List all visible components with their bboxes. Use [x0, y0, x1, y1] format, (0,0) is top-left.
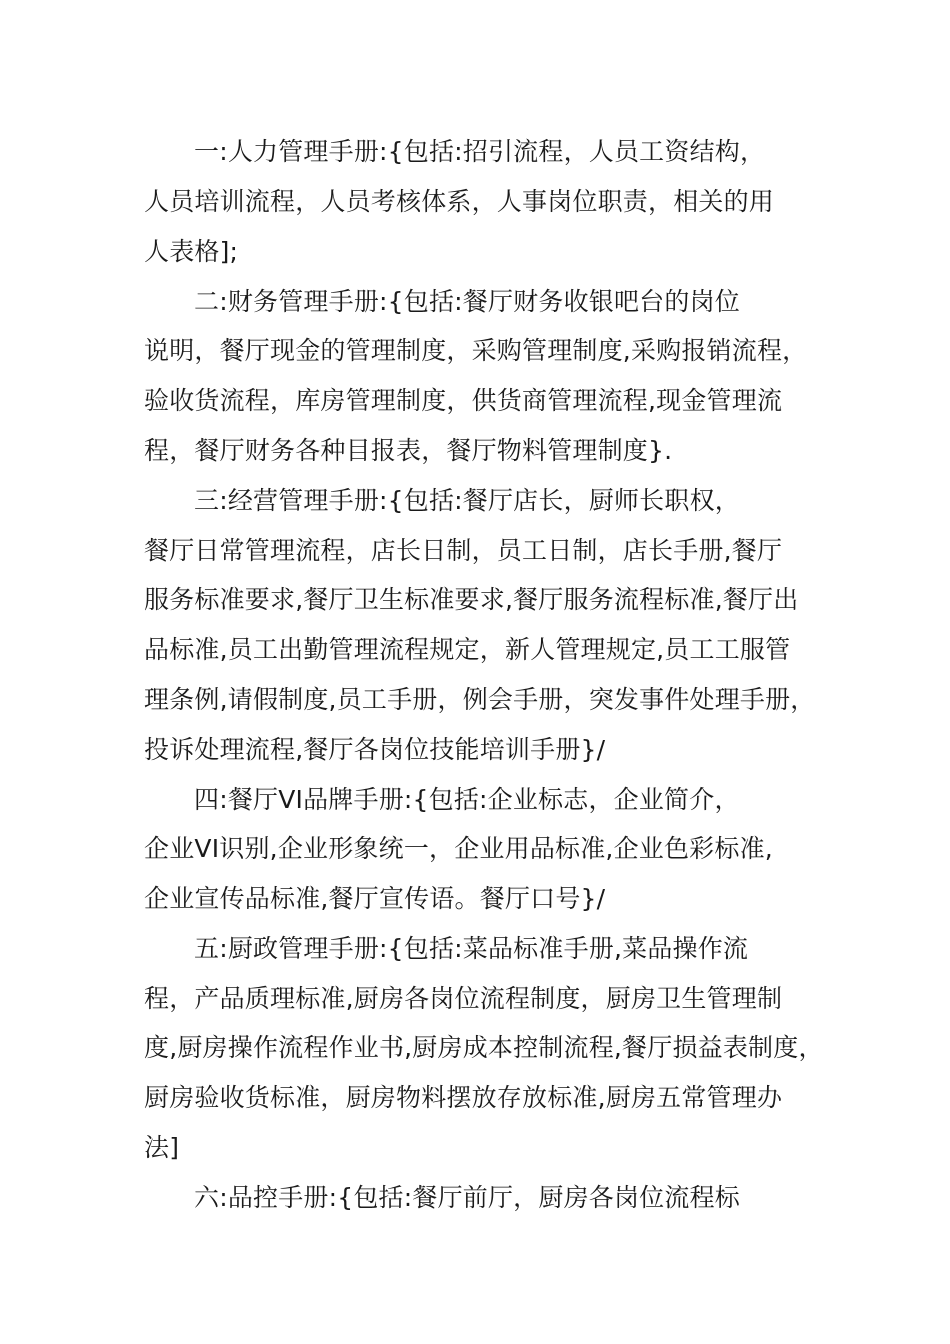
text-line: 品标准,员工出勤管理流程规定，新人管理规定,员工工服管 [144, 635, 791, 664]
text-line: 理条例,请假制度,员工手册，例会手册，突发事件处理手册， [144, 685, 816, 714]
text-line: 人表格]; [144, 237, 239, 266]
text-line: 六:品控手册:{包括:餐厅前厅，厨房各岗位流程标 [194, 1183, 740, 1212]
text-line: 二:财务管理手册:{包括:餐厅财务收银吧台的岗位 [194, 287, 740, 316]
text-line: 服务标准要求,餐厅卫生标准要求,餐厅服务流程标准,餐厅出 [144, 585, 799, 614]
text-line: 程，餐厅财务各种目报表，餐厅物料管理制度}. [144, 436, 673, 465]
text-line: 企业宣传品标准,餐厅宣传语。餐厅口号}/ [144, 884, 606, 913]
text-line: 餐厅日常管理流程，店长日制，员工日制，店长手册,餐厅 [144, 536, 783, 565]
text-line: 一:人力管理手册:{包括:招引流程，人员工资结构， [194, 137, 766, 166]
text-line: 验收货流程，库房管理制度，供货商管理流程,现金管理流 [144, 386, 783, 415]
text-line: 说明，餐厅现金的管理制度，采购管理制度,采购报销流程， [144, 336, 808, 365]
text-line: 人员培训流程，人员考核体系，人事岗位职责，相关的用 [144, 187, 775, 216]
text-line: 投诉处理流程,餐厅各岗位技能培训手册}/ [144, 735, 606, 764]
text-line: 程，产品质理标准,厨房各岗位流程制度，厨房卫生管理制 [144, 984, 783, 1013]
text-line: 度,厨房操作流程作业书,厨房成本控制流程,餐厅损益表制度， [144, 1033, 824, 1062]
text-line: 厨房验收货标准，厨房物料摆放存放标准,厨房五常管理办 [144, 1083, 783, 1112]
text-line: 三:经营管理手册:{包括:餐厅店长，厨师长职权， [194, 486, 740, 515]
text-line: 四:餐厅VI品牌手册:{包括:企业标志，企业简介， [194, 785, 740, 814]
text-line: 企业VI识别,企业形象统一，企业用品标准,企业色彩标准, [144, 834, 773, 863]
text-line: 法] [144, 1133, 180, 1162]
text-line: 五:厨政管理手册:{包括:菜品标准手册,菜品操作流 [194, 934, 749, 963]
